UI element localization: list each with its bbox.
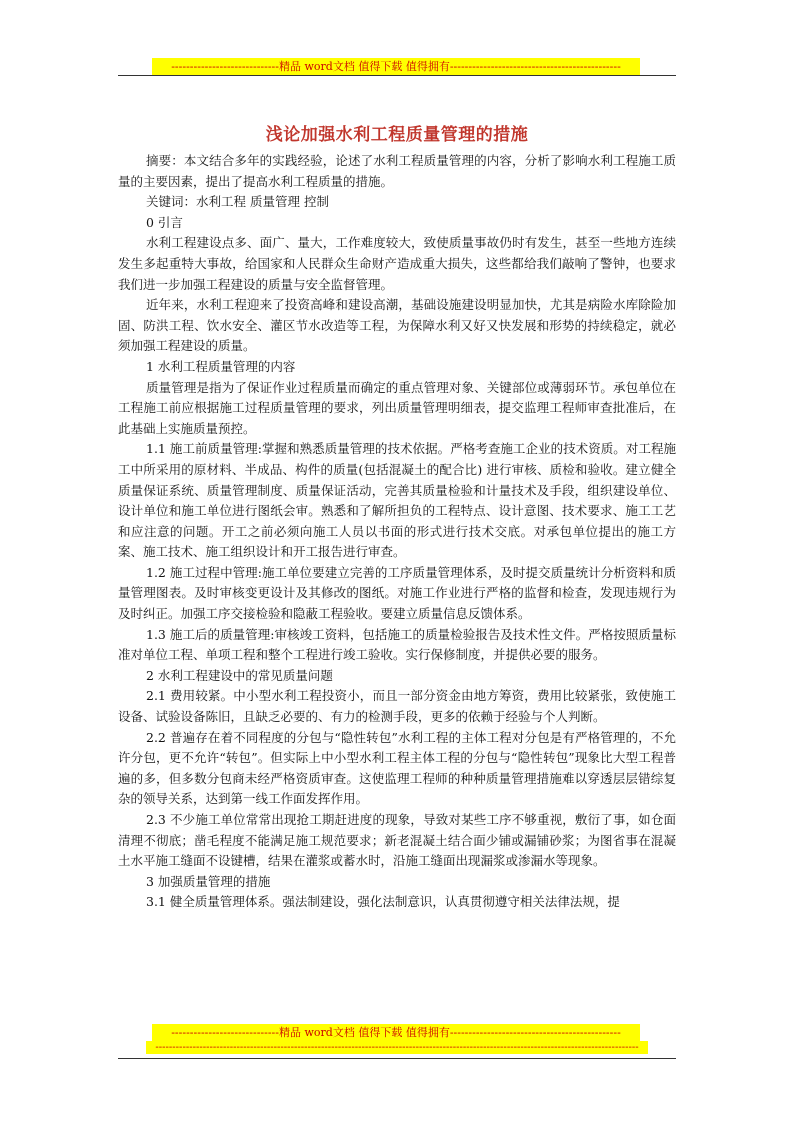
body-paragraph: 1.2 施工过程中管理:施工单位要建立完善的工序质量管理体系，及时提交质量统计分析资料和质量管理图表。及时审核变更设计及其修改的图纸。对施工作业进行严格的监督和检查，发现违规行为及时纠正。加强工序交接检验和隐蔽工程验收。要建立质量信息反馈体系。 — [118, 564, 676, 622]
body-paragraph: 1.1 施工前质量管理:掌握和熟悉质量管理的技术依据。严格考查施工企业的技术资质。对工程施工中所采用的原材料、半成品、构件的质量(包括混凝土的配合比) 进行审核、质检和验收。建立健全质量保证系统、质量管理制度、质量保证活动，完善其质量检验和计量技术及手段，组织建设单位、设计单位和施工单位进行图纸会审。熟悉和了解所担负的工程特点、设计意图、技术要求、施工工艺和应注意的问题。开工之前必须向施工人员以书面的形式进行技术交底。对承包单位提出的施工方案、施工技术、施工组织设计和开工报告进行审查。 — [118, 441, 676, 560]
section-heading-3: 3 加强质量管理的措施 — [146, 873, 271, 889]
keywords-line: 关键词：水利工程 质量管理 控制 — [146, 194, 329, 210]
document-title: 浅论加强水利工程质量管理的措施 — [265, 125, 529, 145]
body-paragraph: 近年来，水利工程迎来了投资高峰和建设高潮，基础设施建设明显加快，尤其是病险水库除险加固、防洪工程、饮水安全、灌区节水改造等工程，为保障水利又好又快发展和形势的持续稳定，就必须加强工程建设的质量。 — [118, 297, 676, 354]
section-heading-1: 1 水利工程质量管理的内容 — [146, 358, 296, 374]
body-paragraph: 1.3 施工后的质量管理:审核竣工资料，包括施工的质量检验报告及技术性文件。严格按照质量标准对单位工程、单项工程和整个工程进行竣工验收。实行保修制度，并提供必要的服务。 — [118, 626, 676, 663]
body-paragraph: 2.1 费用较紧。中小型水利工程投资小，而且一部分资金由地方筹资，费用比较紧张，致使施工设备、试验设备陈旧，且缺乏必要的、有力的检测手段，更多的依赖于经验与个人判断。 — [118, 688, 676, 725]
section-heading-2: 2 水利工程建设中的常见质量问题 — [146, 667, 333, 683]
body-paragraph: 质量管理是指为了保证作业过程质量而确定的重点管理对象、关键部位或薄弱环节。承包单位在工程施工前应根据施工过程质量管理的要求，列出质量管理明细表，提交监理工程师审查批准后，在此基础上实施质量预控。 — [118, 379, 676, 436]
footer-banner: -----------------------------精品 word文档 值得下载 值得拥有---------------------------------------------- — [152, 1024, 640, 1041]
body-paragraph: 3.1 健全质量管理体系。强法制建设，强化法制意识，认真贯彻遵守相关法律法规，提 — [146, 894, 620, 910]
body-paragraph: 2.3 不少施工单位常常出现抢工期赶进度的现象，导致对某些工序不够重视，敷衍了事，如仓面清理不彻底；凿毛程度不能满足施工规范要求；新老混凝土结合面少铺或漏铺砂浆；为图省事在混凝土水平施工缝面不设键槽，结果在灌浆或蓄水时，沿施工缝面出现漏浆或渗漏水等现象。 — [118, 812, 676, 869]
footer-banner-line: ----------------------------------------------------------------------------------------------------------------------------------------------- — [146, 1041, 648, 1054]
header-rule — [118, 75, 676, 76]
body-paragraph: 水利工程建设点多、面广、量大，工作难度较大，致使质量事故仍时有发生，甚至一些地方连续发生多起重特大事故，给国家和人民群众生命财产造成重大损失，这些都给我们敲响了警钟，也要求我们进一步加强工程建设的质量与安全监督管理。 — [118, 235, 676, 292]
document-body — [118, 151, 676, 913]
header-banner: -----------------------------精品 word文档 值得下载 值得拥有---------------------------------------------- — [152, 58, 640, 75]
body-paragraph: 2.2 普遍存在着不同程度的分包与“隐性转包”水利工程的主体工程对分包是有严格管理的，不允许分包，更不允许“转包”。但实际上中小型水利工程主体工程的分包与“隐性转包”现象比大型工程普遍的多，但多数分包商未经严格资质审查。这使监理工程师的种种质量管理措施难以穿透层层错综复杂的领导关系，达到第一线工作面发挥作用。 — [118, 729, 676, 807]
section-heading-introduction: 0 引言 — [146, 214, 183, 230]
footer-rule — [118, 1058, 676, 1059]
abstract-paragraph: 摘要：本文结合多年的实践经验，论述了水利工程质量管理的内容，分析了影响水利工程施工质量的主要因素，提出了提高水利工程质量的措施。 — [118, 153, 676, 189]
